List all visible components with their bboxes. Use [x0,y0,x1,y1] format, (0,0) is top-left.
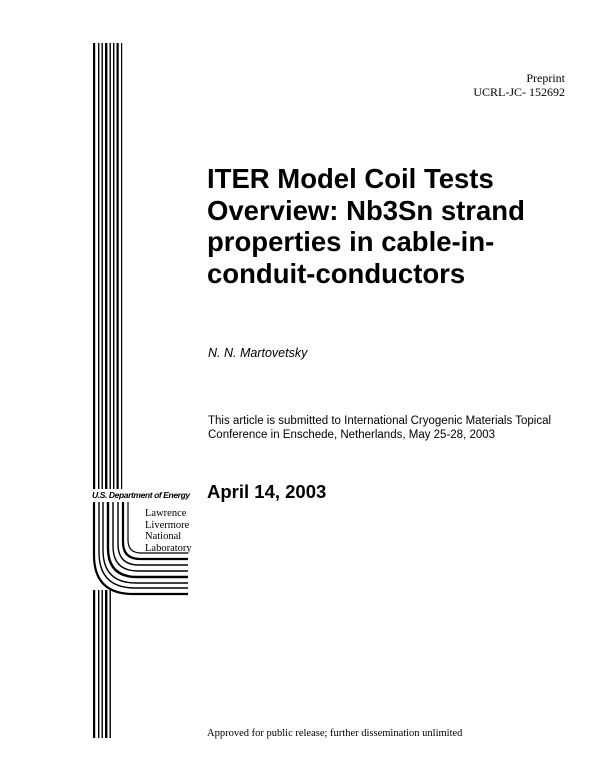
title-line: ITER Model Coil Tests [207,163,494,194]
title-line: Overview: Nb3Sn strand [207,194,525,226]
lab-name-line: National [145,531,182,542]
submission-line: This article is submitted to International Cryogenic Materials Topical [208,415,552,427]
lab-name-line: Laboratory [145,542,192,554]
title-line: conduit-conductors [207,257,466,289]
lab-name [145,508,192,554]
lab-name-line: Livermore [145,519,190,531]
report-number: UCRL-JC- 152692 [473,85,565,99]
document-date: April 14, 2003 [207,481,327,502]
title-line: properties in cable-in- [207,226,495,257]
document-title [207,163,577,289]
preprint-label: Preprint [526,71,565,85]
author-name: N. N. Martovetsky [208,346,308,360]
doe-label: U.S. Department of Energy [92,490,190,500]
release-statement: Approved for public release; further dissemination unlimited [207,728,463,739]
lab-name-line: Lawrence [145,508,187,519]
submission-line: Conference in Enschede, Netherlands, May 25-28, 2003 [208,429,496,441]
submission-note [208,414,551,442]
